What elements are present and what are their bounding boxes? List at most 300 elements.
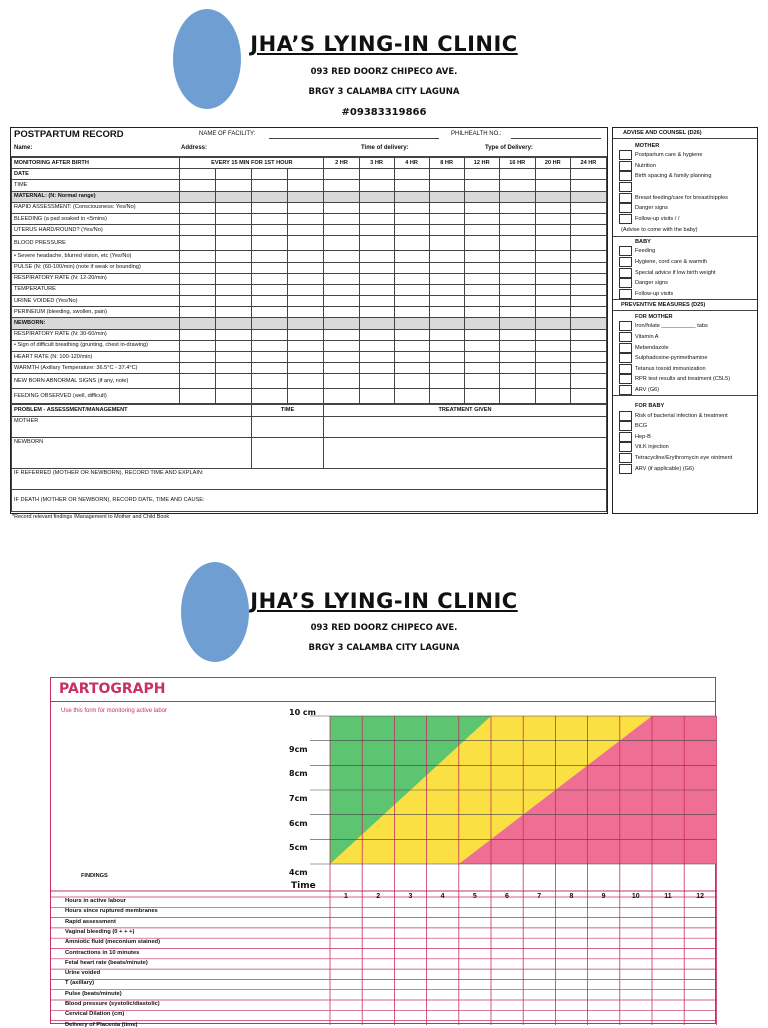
- monitoring-cell[interactable]: [288, 340, 324, 351]
- advise-item-label: Danger signs: [635, 205, 668, 212]
- monitoring-cell[interactable]: [394, 389, 429, 404]
- monitoring-cell[interactable]: [499, 251, 535, 262]
- monitoring-cell[interactable]: [216, 202, 252, 213]
- monitoring-cell[interactable]: [535, 236, 570, 251]
- monitoring-cell[interactable]: [464, 251, 499, 262]
- monitoring-cell[interactable]: [216, 273, 252, 284]
- checkbox[interactable]: [619, 214, 632, 224]
- mother-treatment-cell[interactable]: [324, 416, 607, 437]
- monitoring-cell[interactable]: [252, 251, 288, 262]
- monitoring-cell[interactable]: [359, 389, 394, 404]
- monitoring-cell[interactable]: [570, 307, 606, 318]
- monitoring-cell[interactable]: [499, 236, 535, 251]
- checkbox[interactable]: [619, 364, 632, 374]
- monitoring-cell[interactable]: [252, 307, 288, 318]
- checkbox[interactable]: [619, 353, 632, 363]
- monitoring-cell[interactable]: [464, 284, 499, 295]
- monitoring-row-label: PULSE (N: (60-100/min) (note if weak or bounding): [12, 262, 180, 273]
- monitoring-cell[interactable]: [535, 225, 570, 236]
- monitoring-cell[interactable]: [429, 329, 464, 340]
- monitoring-cell[interactable]: [288, 273, 324, 284]
- type-delivery-label: Type of Delivery:: [485, 145, 533, 151]
- monitoring-cell[interactable]: [429, 363, 464, 374]
- monitoring-cell[interactable]: [464, 363, 499, 374]
- monitoring-cell[interactable]: [429, 352, 464, 363]
- monitoring-cell[interactable]: [324, 202, 359, 213]
- monitoring-cell[interactable]: [252, 389, 288, 404]
- monitoring-row: [12, 262, 607, 273]
- monitoring-cell[interactable]: [570, 389, 606, 404]
- monitoring-cell[interactable]: [324, 374, 359, 389]
- monitoring-cell[interactable]: [570, 273, 606, 284]
- monitoring-cell[interactable]: [288, 307, 324, 318]
- monitoring-cell[interactable]: [180, 251, 216, 262]
- monitoring-cell[interactable]: [429, 180, 464, 191]
- monitoring-cell[interactable]: [252, 352, 288, 363]
- monitoring-cell[interactable]: [324, 340, 359, 351]
- monitoring-cell[interactable]: [324, 296, 359, 307]
- hour-number: 8: [569, 893, 574, 900]
- checkbox[interactable]: [619, 150, 632, 160]
- monitoring-cell[interactable]: [288, 389, 324, 404]
- monitoring-cell[interactable]: [324, 389, 359, 404]
- monitoring-cell[interactable]: [429, 251, 464, 262]
- monitoring-cell[interactable]: [359, 363, 394, 374]
- monitoring-cell[interactable]: [180, 213, 216, 224]
- monitoring-cell[interactable]: [429, 340, 464, 351]
- finding-row-label: Contractions in 10 minutes: [65, 949, 140, 956]
- monitoring-cell[interactable]: [216, 363, 252, 374]
- monitoring-cell[interactable]: [499, 225, 535, 236]
- monitoring-cell[interactable]: [464, 180, 499, 191]
- monitoring-cell[interactable]: [252, 273, 288, 284]
- monitoring-cell[interactable]: [359, 169, 394, 180]
- monitoring-row: [12, 296, 607, 307]
- checkbox[interactable]: [619, 182, 632, 192]
- monitoring-cell[interactable]: [394, 363, 429, 374]
- every15-label: EVERY 15 MIN FOR 1ST HOUR: [180, 158, 324, 169]
- monitoring-cell[interactable]: [394, 307, 429, 318]
- monitoring-cell[interactable]: [464, 329, 499, 340]
- advise-item-label: Follow-up visits / /: [635, 215, 680, 222]
- monitoring-cell[interactable]: [464, 389, 499, 404]
- monitoring-cell[interactable]: [394, 340, 429, 351]
- monitoring-cell[interactable]: [394, 374, 429, 389]
- monitoring-cell[interactable]: [324, 273, 359, 284]
- monitoring-cell[interactable]: [535, 262, 570, 273]
- monitoring-cell[interactable]: [429, 236, 464, 251]
- monitoring-cell[interactable]: [216, 284, 252, 295]
- monitoring-cell[interactable]: [394, 225, 429, 236]
- advise-item-label: Hep-B: [635, 433, 651, 440]
- monitoring-cell: [288, 191, 324, 202]
- monitoring-cell[interactable]: [570, 169, 606, 180]
- monitoring-cell[interactable]: [324, 180, 359, 191]
- monitoring-cell[interactable]: [429, 202, 464, 213]
- monitoring-cell[interactable]: [570, 340, 606, 351]
- monitoring-cell[interactable]: [499, 213, 535, 224]
- monitoring-cell[interactable]: [252, 329, 288, 340]
- monitoring-cell[interactable]: [535, 180, 570, 191]
- monitoring-cell[interactable]: [394, 296, 429, 307]
- monitoring-cell[interactable]: [535, 296, 570, 307]
- monitoring-row-label: URINE VOIDED (Yes/No): [12, 296, 180, 307]
- footnote: *Record relevant findings /Management to Mother and Child Book: [12, 514, 170, 520]
- monitoring-cell[interactable]: [359, 213, 394, 224]
- checkbox[interactable]: [619, 385, 632, 395]
- monitoring-cell[interactable]: [180, 363, 216, 374]
- monitoring-cell[interactable]: [499, 273, 535, 284]
- cervical-dilation-chart: [51, 678, 717, 1025]
- monitoring-cell[interactable]: [216, 251, 252, 262]
- monitoring-cell[interactable]: [359, 296, 394, 307]
- monitoring-cell[interactable]: [252, 202, 288, 213]
- monitoring-cell[interactable]: [288, 236, 324, 251]
- time-delivery-label: Time of delivery:: [361, 145, 409, 151]
- advise-item-label: Danger signs: [635, 280, 668, 287]
- monitoring-cell[interactable]: [570, 374, 606, 389]
- monitoring-label: MONITORING AFTER BIRTH: [12, 158, 180, 169]
- monitoring-cell[interactable]: [324, 225, 359, 236]
- checkbox[interactable]: [619, 161, 632, 171]
- monitoring-cell[interactable]: [394, 202, 429, 213]
- advise-item-label: Vit.K injection: [635, 444, 669, 451]
- monitoring-cell[interactable]: [180, 262, 216, 273]
- monitoring-cell[interactable]: [216, 296, 252, 307]
- checkbox[interactable]: [619, 411, 632, 421]
- monitoring-row-label: • Sign of difficult breathing (grunting, chest in-drawing): [12, 340, 180, 351]
- newborn-treatment-cell[interactable]: [324, 437, 607, 468]
- monitoring-cell[interactable]: [359, 236, 394, 251]
- monitoring-cell[interactable]: [535, 329, 570, 340]
- monitoring-cell[interactable]: [324, 307, 359, 318]
- mother-time-cell[interactable]: [252, 416, 324, 437]
- monitoring-cell[interactable]: [324, 329, 359, 340]
- finding-row-label: Fetal heart rate (beats/minute): [65, 959, 148, 966]
- checkbox[interactable]: [619, 321, 632, 331]
- monitoring-cell[interactable]: [216, 329, 252, 340]
- monitoring-cell[interactable]: [499, 284, 535, 295]
- monitoring-cell[interactable]: [180, 329, 216, 340]
- checkbox[interactable]: [619, 171, 632, 181]
- mother-advise-list: [613, 150, 757, 224]
- mother-advise-label: MOTHER: [635, 143, 660, 149]
- hour-number: 4: [440, 893, 445, 900]
- monitoring-cell[interactable]: [535, 363, 570, 374]
- monitoring-cell[interactable]: [464, 340, 499, 351]
- monitoring-cell: [324, 318, 359, 329]
- monitoring-cell[interactable]: [180, 296, 216, 307]
- monitoring-cell[interactable]: [288, 213, 324, 224]
- monitoring-cell[interactable]: [180, 236, 216, 251]
- monitoring-cell[interactable]: [252, 374, 288, 389]
- monitoring-cell[interactable]: [180, 169, 216, 180]
- monitoring-cell[interactable]: [499, 262, 535, 273]
- monitoring-cell: [499, 318, 535, 329]
- monitoring-cell[interactable]: [464, 202, 499, 213]
- monitoring-cell[interactable]: [359, 273, 394, 284]
- advise-item: [613, 421, 757, 432]
- clinic-title: JHA’S LYING-IN CLINIC: [250, 32, 518, 56]
- monitoring-cell[interactable]: [359, 180, 394, 191]
- monitoring-cell[interactable]: [535, 202, 570, 213]
- monitoring-cell[interactable]: [499, 202, 535, 213]
- monitoring-cell[interactable]: [394, 180, 429, 191]
- monitoring-row: [12, 180, 607, 191]
- checkbox[interactable]: [619, 193, 632, 203]
- checkbox[interactable]: [619, 453, 632, 463]
- monitoring-cell[interactable]: [499, 363, 535, 374]
- monitoring-cell[interactable]: [216, 374, 252, 389]
- monitoring-cell[interactable]: [216, 340, 252, 351]
- monitoring-cell[interactable]: [464, 374, 499, 389]
- monitoring-cell[interactable]: [464, 296, 499, 307]
- newborn-time-cell[interactable]: [252, 437, 324, 468]
- monitoring-row-label: RESPIRATORY RATE (N: 12-20/min): [12, 273, 180, 284]
- monitoring-cell[interactable]: [535, 374, 570, 389]
- monitoring-row: [12, 352, 607, 363]
- monitoring-cell[interactable]: [394, 169, 429, 180]
- monitoring-cell[interactable]: [216, 307, 252, 318]
- monitoring-cell[interactable]: [252, 236, 288, 251]
- monitoring-cell[interactable]: [180, 202, 216, 213]
- monitoring-cell[interactable]: [216, 236, 252, 251]
- monitoring-cell[interactable]: [180, 225, 216, 236]
- monitoring-cell: [429, 318, 464, 329]
- checkbox[interactable]: [619, 421, 632, 431]
- monitoring-cell[interactable]: [570, 213, 606, 224]
- monitoring-cell[interactable]: [180, 273, 216, 284]
- monitoring-cell[interactable]: [180, 180, 216, 191]
- monitoring-cell[interactable]: [216, 225, 252, 236]
- monitoring-cell[interactable]: [464, 352, 499, 363]
- finding-row-label: Amniotic fluid (meconium stained): [65, 939, 161, 946]
- monitoring-cell[interactable]: [394, 251, 429, 262]
- monitoring-cell[interactable]: [288, 202, 324, 213]
- checkbox[interactable]: [619, 268, 632, 278]
- checkbox[interactable]: [619, 432, 632, 442]
- monitoring-cell[interactable]: [359, 329, 394, 340]
- monitoring-cell[interactable]: [535, 169, 570, 180]
- monitoring-cell[interactable]: [464, 262, 499, 273]
- monitoring-cell[interactable]: [288, 374, 324, 389]
- monitoring-cell[interactable]: [252, 213, 288, 224]
- checkbox[interactable]: [619, 464, 632, 474]
- monitoring-cell[interactable]: [535, 389, 570, 404]
- monitoring-cell[interactable]: [359, 251, 394, 262]
- monitoring-cell[interactable]: [499, 340, 535, 351]
- monitoring-row-label: MATERNAL: (N: Normal range): [12, 191, 180, 202]
- monitoring-cell[interactable]: [324, 213, 359, 224]
- monitoring-cell[interactable]: [359, 225, 394, 236]
- monitoring-cell[interactable]: [288, 296, 324, 307]
- monitoring-row: [12, 307, 607, 318]
- time-label: Time: [291, 881, 316, 891]
- advise-item: [613, 171, 757, 182]
- monitoring-cell[interactable]: [464, 273, 499, 284]
- problem-label: PROBLEM - ASSESSMENT/MANAGEMENT: [12, 405, 252, 416]
- monitoring-cell[interactable]: [570, 202, 606, 213]
- monitoring-cell[interactable]: [180, 352, 216, 363]
- monitoring-cell[interactable]: [252, 225, 288, 236]
- checkbox[interactable]: [619, 246, 632, 256]
- monitoring-cell[interactable]: [324, 363, 359, 374]
- monitoring-cell[interactable]: [359, 202, 394, 213]
- monitoring-cell[interactable]: [288, 251, 324, 262]
- checkbox[interactable]: [619, 203, 632, 213]
- advise-item-label: Tetracycline/Erythromycin eye ointment: [635, 454, 733, 461]
- problem-table: [11, 404, 607, 511]
- monitoring-cell[interactable]: [429, 307, 464, 318]
- monitoring-cell[interactable]: [535, 340, 570, 351]
- monitoring-cell[interactable]: [180, 284, 216, 295]
- monitoring-cell[interactable]: [499, 352, 535, 363]
- advise-item-label: Birth spacing & family planning: [635, 173, 712, 180]
- monitoring-cell[interactable]: [394, 236, 429, 251]
- monitoring-cell[interactable]: [180, 340, 216, 351]
- monitoring-cell[interactable]: [499, 180, 535, 191]
- monitoring-row-label: RESPIRATORY RATE (N: 30-60/min): [12, 329, 180, 340]
- monitoring-cell[interactable]: [464, 213, 499, 224]
- monitoring-cell[interactable]: [324, 169, 359, 180]
- monitoring-cell[interactable]: [324, 284, 359, 295]
- monitoring-cell[interactable]: [216, 352, 252, 363]
- monitoring-cell[interactable]: [216, 180, 252, 191]
- monitoring-cell[interactable]: [535, 284, 570, 295]
- monitoring-cell[interactable]: [499, 169, 535, 180]
- monitoring-cell[interactable]: [252, 340, 288, 351]
- monitoring-cell[interactable]: [394, 273, 429, 284]
- monitoring-cell[interactable]: [535, 273, 570, 284]
- monitoring-cell[interactable]: [288, 352, 324, 363]
- monitoring-cell[interactable]: [499, 307, 535, 318]
- monitoring-cell[interactable]: [394, 213, 429, 224]
- monitoring-cell[interactable]: [394, 284, 429, 295]
- checkbox[interactable]: [619, 289, 632, 299]
- checkbox[interactable]: [619, 257, 632, 267]
- monitoring-cell[interactable]: [570, 296, 606, 307]
- finding-row-label: Hours in active labour: [65, 898, 126, 904]
- monitoring-cell[interactable]: [359, 262, 394, 273]
- monitoring-cell[interactable]: [429, 284, 464, 295]
- clinic-address-2-1: 093 RED DOORZ CHIPECO AVE.: [310, 623, 458, 633]
- for-baby-list: [613, 410, 757, 474]
- monitoring-cell[interactable]: [499, 389, 535, 404]
- monitoring-cell[interactable]: [288, 225, 324, 236]
- monitoring-cell[interactable]: [429, 262, 464, 273]
- monitoring-cell[interactable]: [464, 225, 499, 236]
- checkbox[interactable]: [619, 278, 632, 288]
- monitoring-cell[interactable]: [216, 213, 252, 224]
- monitoring-cell[interactable]: [252, 262, 288, 273]
- monitoring-cell[interactable]: [535, 307, 570, 318]
- monitoring-cell[interactable]: [252, 296, 288, 307]
- monitoring-cell[interactable]: [288, 284, 324, 295]
- checkbox[interactable]: [619, 374, 632, 384]
- monitoring-cell[interactable]: [464, 169, 499, 180]
- monitoring-cell[interactable]: [288, 262, 324, 273]
- monitoring-cell[interactable]: [499, 329, 535, 340]
- monitoring-cell[interactable]: [570, 329, 606, 340]
- monitoring-cell[interactable]: [464, 307, 499, 318]
- monitoring-cell[interactable]: [288, 329, 324, 340]
- monitoring-cell: [180, 191, 216, 202]
- monitoring-cell[interactable]: [324, 352, 359, 363]
- monitoring-cell[interactable]: [359, 340, 394, 351]
- monitoring-cell[interactable]: [394, 352, 429, 363]
- monitoring-cell[interactable]: [570, 352, 606, 363]
- monitoring-cell[interactable]: [216, 169, 252, 180]
- monitoring-cell[interactable]: [570, 225, 606, 236]
- monitoring-cell[interactable]: [252, 180, 288, 191]
- monitoring-cell[interactable]: [359, 374, 394, 389]
- monitoring-cell[interactable]: [252, 284, 288, 295]
- monitoring-cell[interactable]: [570, 236, 606, 251]
- monitoring-cell[interactable]: [429, 169, 464, 180]
- monitoring-cell[interactable]: [216, 389, 252, 404]
- monitoring-cell[interactable]: [216, 262, 252, 273]
- monitoring-cell[interactable]: [535, 213, 570, 224]
- monitoring-cell[interactable]: [429, 296, 464, 307]
- finding-row-label: T (axillary): [65, 980, 94, 987]
- monitoring-cell[interactable]: [570, 251, 606, 262]
- monitoring-cell[interactable]: [359, 284, 394, 295]
- monitoring-cell[interactable]: [180, 307, 216, 318]
- monitoring-cell[interactable]: [252, 363, 288, 374]
- checkbox[interactable]: [619, 332, 632, 342]
- hour-col: 12 HR: [464, 158, 499, 169]
- monitoring-cell[interactable]: [324, 236, 359, 251]
- checkbox[interactable]: [619, 442, 632, 452]
- advise-item-label: Sulphadoxine-pyrimethamine: [635, 355, 708, 362]
- monitoring-cell[interactable]: [535, 352, 570, 363]
- monitoring-cell[interactable]: [359, 352, 394, 363]
- monitoring-cell[interactable]: [394, 262, 429, 273]
- monitoring-cell[interactable]: [429, 374, 464, 389]
- monitoring-cell[interactable]: [324, 262, 359, 273]
- monitoring-cell[interactable]: [570, 284, 606, 295]
- monitoring-cell[interactable]: [570, 262, 606, 273]
- monitoring-cell[interactable]: [429, 225, 464, 236]
- monitoring-cell[interactable]: [288, 169, 324, 180]
- monitoring-cell[interactable]: [180, 374, 216, 389]
- monitoring-cell: [252, 191, 288, 202]
- monitoring-cell[interactable]: [499, 374, 535, 389]
- monitoring-cell[interactable]: [288, 180, 324, 191]
- monitoring-cell[interactable]: [429, 389, 464, 404]
- monitoring-cell[interactable]: [499, 296, 535, 307]
- monitoring-cell[interactable]: [570, 363, 606, 374]
- monitoring-cell[interactable]: [535, 251, 570, 262]
- advise-item: [613, 182, 757, 193]
- monitoring-cell[interactable]: [429, 213, 464, 224]
- advise-item-label: ARV (G6): [635, 386, 660, 393]
- checkbox[interactable]: [619, 343, 632, 353]
- monitoring-cell[interactable]: [180, 389, 216, 404]
- monitoring-cell[interactable]: [464, 236, 499, 251]
- monitoring-cell[interactable]: [324, 251, 359, 262]
- monitoring-cell: [252, 318, 288, 329]
- advise-item-label: Hygiene, cord care & warmth: [635, 259, 708, 266]
- monitoring-cell[interactable]: [570, 180, 606, 191]
- monitoring-cell[interactable]: [252, 169, 288, 180]
- monitoring-cell[interactable]: [429, 273, 464, 284]
- monitoring-cell[interactable]: [288, 363, 324, 374]
- advise-item: [613, 161, 757, 172]
- monitoring-cell[interactable]: [359, 307, 394, 318]
- monitoring-cell[interactable]: [394, 329, 429, 340]
- cm-label: 8cm: [289, 769, 308, 779]
